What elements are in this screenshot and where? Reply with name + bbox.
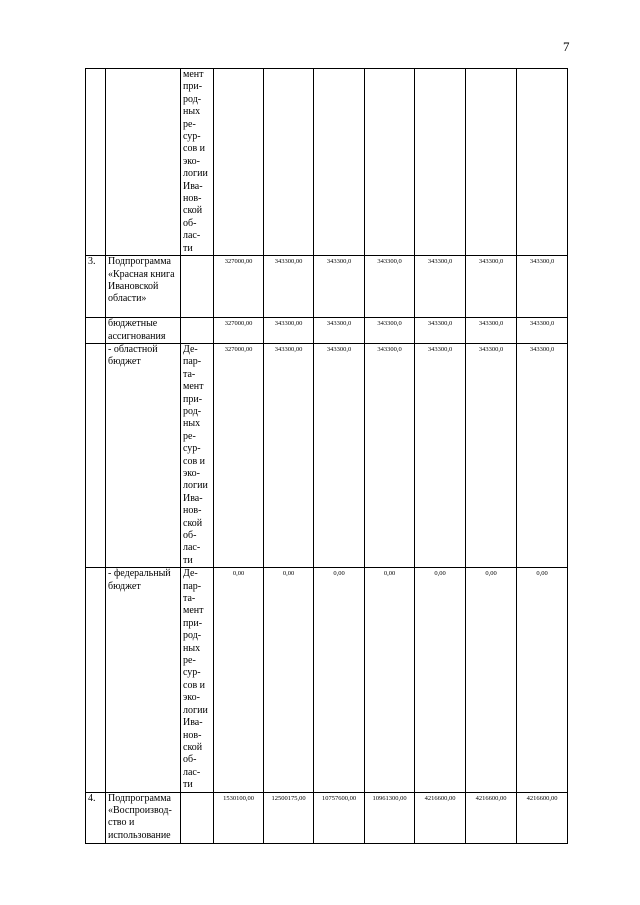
value-cell bbox=[264, 69, 314, 256]
value-cell: 327000,00 bbox=[214, 256, 264, 318]
row-name-cell: - областной бюджет bbox=[106, 343, 181, 567]
value-cell: 343300,0 bbox=[415, 256, 466, 318]
row-name-cell: Подпрограмма «Красная книга Ивановской области» bbox=[106, 256, 181, 318]
value-cell bbox=[415, 69, 466, 256]
value-cell: 343300,0 bbox=[517, 343, 568, 567]
value-cell bbox=[517, 69, 568, 256]
value-cell: 343300,0 bbox=[365, 343, 415, 567]
row-name-cell bbox=[106, 69, 181, 256]
value-cell: 0,00 bbox=[314, 568, 365, 792]
row-number-cell bbox=[86, 318, 106, 344]
value-cell: 327000,00 bbox=[214, 318, 264, 344]
page-number: 7 bbox=[563, 39, 570, 54]
value-cell bbox=[314, 69, 365, 256]
table-row bbox=[86, 568, 568, 792]
row-name-cell: - федеральный бюджет bbox=[106, 568, 181, 792]
value-cell: 343300,0 bbox=[517, 318, 568, 344]
value-cell: 343300,0 bbox=[415, 318, 466, 344]
executor-cell bbox=[181, 256, 214, 318]
value-cell: 343300,0 bbox=[365, 256, 415, 318]
value-cell: 343300,0 bbox=[517, 256, 568, 318]
value-cell: 343300,0 bbox=[314, 256, 365, 318]
value-cell: 10757600,00 bbox=[314, 792, 365, 843]
value-cell: 343300,0 bbox=[314, 343, 365, 567]
value-cell: 343300,0 bbox=[466, 256, 517, 318]
value-cell: 10961300,00 bbox=[365, 792, 415, 843]
table-row bbox=[86, 69, 568, 256]
value-cell: 0,00 bbox=[466, 568, 517, 792]
row-number-cell bbox=[86, 69, 106, 256]
value-cell: 12500175,00 bbox=[264, 792, 314, 843]
value-cell: 0,00 bbox=[214, 568, 264, 792]
row-number-cell bbox=[86, 343, 106, 567]
table-row bbox=[86, 256, 568, 318]
row-number-cell bbox=[86, 568, 106, 792]
row-name-cell: бюджетные ассигнования bbox=[106, 318, 181, 344]
value-cell: 0,00 bbox=[264, 568, 314, 792]
value-cell: 327000,00 bbox=[214, 343, 264, 567]
executor-cell: Де- пар- та- мент при- род- ных ре- сур- сов и эко- логии Ива- нов- ской об- лас- ти bbox=[181, 343, 214, 567]
value-cell: 4216600,00 bbox=[466, 792, 517, 843]
row-number-cell: 3. bbox=[86, 256, 106, 318]
row-number-cell: 4. bbox=[86, 792, 106, 843]
value-cell: 343300,00 bbox=[264, 343, 314, 567]
executor-cell: Де- пар- та- мент при- род- ных ре- сур- сов и эко- логии Ива- нов- ской об- лас- ти bbox=[181, 568, 214, 792]
value-cell: 343300,00 bbox=[264, 256, 314, 318]
row-name-cell: Подпрограмма «Воспроизвод-ство и использование bbox=[106, 792, 181, 843]
value-cell: 343300,0 bbox=[365, 318, 415, 344]
value-cell bbox=[365, 69, 415, 256]
value-cell: 343300,0 bbox=[466, 318, 517, 344]
value-cell: 343300,0 bbox=[314, 318, 365, 344]
table-row bbox=[86, 792, 568, 843]
value-cell: 0,00 bbox=[365, 568, 415, 792]
budget-table bbox=[85, 68, 568, 844]
value-cell bbox=[214, 69, 264, 256]
value-cell: 0,00 bbox=[517, 568, 568, 792]
executor-cell bbox=[181, 792, 214, 843]
executor-cell bbox=[181, 318, 214, 344]
value-cell: 343300,0 bbox=[466, 343, 517, 567]
value-cell bbox=[466, 69, 517, 256]
value-cell: 1530100,00 bbox=[214, 792, 264, 843]
value-cell: 4216600,00 bbox=[415, 792, 466, 843]
value-cell: 4216600,00 bbox=[517, 792, 568, 843]
value-cell: 0,00 bbox=[415, 568, 466, 792]
executor-cell: мент при- род- ных ре- сур- сов и эко- логии Ива- нов- ской об- лас- ти bbox=[181, 69, 214, 256]
table-row bbox=[86, 343, 568, 567]
value-cell: 343300,00 bbox=[264, 318, 314, 344]
table-row bbox=[86, 318, 568, 344]
value-cell: 343300,0 bbox=[415, 343, 466, 567]
